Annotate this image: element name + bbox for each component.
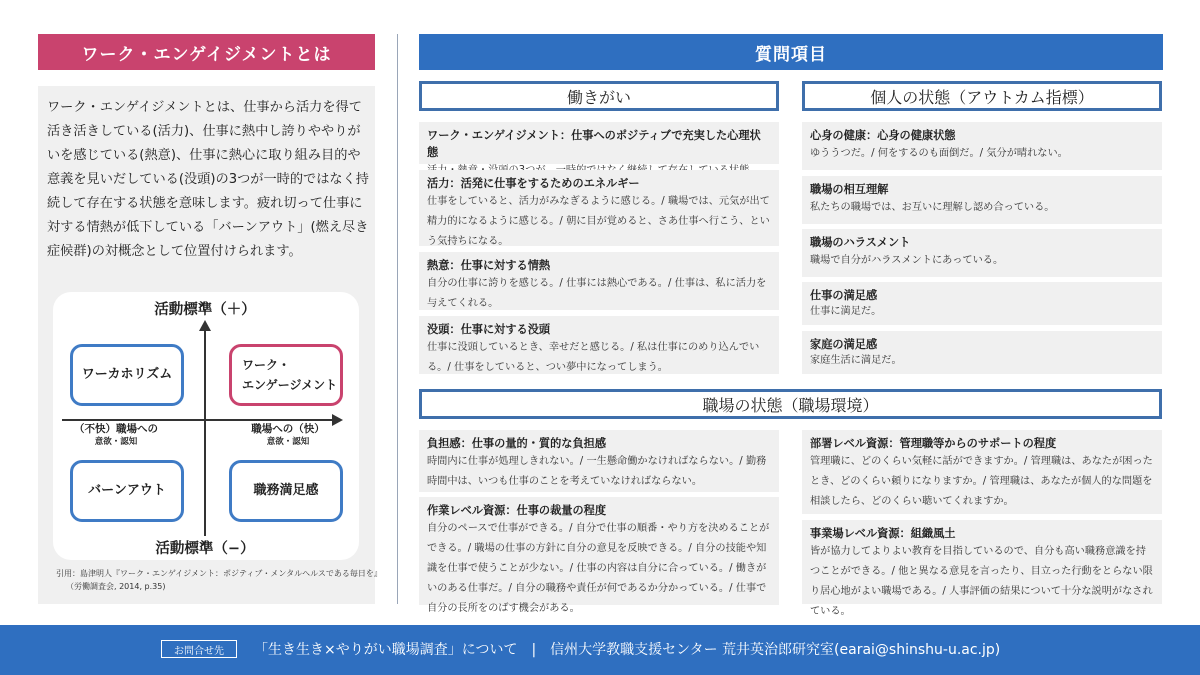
section-individual-state: 個人の状態（アウトカム指標） — [802, 81, 1162, 111]
item-title: 作業レベル資源：仕事の裁量の程度 — [427, 504, 607, 517]
env-item — [419, 430, 779, 492]
axis-right-main: 職場への（快） — [251, 423, 325, 435]
item-title: 活力：活発に仕事をするためのエネルギー — [427, 177, 640, 190]
axis-bottom-label: 活動標準（−） — [155, 541, 255, 557]
axis-left-label — [60, 423, 172, 449]
item-title: 職場の相互理解 — [810, 183, 889, 196]
personal-item — [802, 331, 1162, 374]
citation-line2: （労働調査会, 2014, p.35) — [66, 582, 166, 591]
item-body: 職場で自分がハラスメントにあっている。 — [810, 255, 1004, 266]
item-title: ワーク・エンゲイジメント：仕事へのポジティブで充実した心理状態 — [427, 129, 761, 159]
left-panel-title: ワーク・エンゲイジメントとは — [38, 34, 375, 70]
item-title: 事業場レベル資源：組織風土 — [810, 527, 956, 540]
item-body: 仕事に満足だ。 — [810, 306, 882, 317]
quadrant-workaholism: ワーカホリズム — [70, 344, 184, 406]
personal-item — [802, 229, 1162, 277]
quadrant-work-engagement-line2: エンゲージメント — [242, 378, 338, 392]
citation-line1: 引用：島津明人『ワーク・エンゲイジメント：ポジティブ・メンタルヘルスである毎日を』 — [56, 569, 382, 578]
column-divider — [397, 34, 398, 604]
work-item — [419, 316, 779, 374]
question-items-header: 質問項目 — [419, 34, 1163, 70]
vertical-axis — [204, 328, 206, 536]
work-item — [419, 252, 779, 310]
axis-top-label: 活動標準（＋） — [154, 302, 256, 318]
item-body: 家庭生活に満足だ。 — [810, 355, 902, 366]
footer-bar — [0, 625, 1200, 675]
item-title: 職場のハラスメント — [810, 236, 911, 249]
section-workplace-state: 職場の状態（職場環境） — [419, 389, 1162, 419]
section-work-engagement: 働きがい — [419, 81, 779, 111]
item-title: 熱意：仕事に対する情熱 — [427, 259, 551, 272]
personal-item — [802, 176, 1162, 224]
item-body: 皆が協力してよりよい教育を目指しているので、自分も高い職務意識を持つことができる。/ 他と異なる意見を言ったり、目立った行動をとらない限り居心地がよい職場である。/ 人事評価の結果について十分な説明がなされている。 — [810, 546, 1153, 617]
item-title: 部署レベル資源：管理職等からのサポートの程度 — [810, 437, 1057, 450]
quadrant-work-engagement-line1: ワーク・ — [242, 358, 291, 372]
item-body: 自分のペースで仕事ができる。/ 自分で仕事の順番・やり方を決めることができる。/ 職場の仕事の方針に自分の意見を反映できる。/ 自分の技能や知識を仕事で使うことが少ない。/ 仕事の内容は自分に合っている。/ 働きがいのある仕事だ。/ 自分の職務や責任が何であるか分かっている。/ 仕事で自分の長所をのばす機会がある。 — [427, 523, 770, 614]
quadrant-work-engagement — [229, 344, 343, 406]
vertical-axis-arrow — [199, 320, 211, 331]
definition-text: ワーク・エンゲイジメントとは、仕事から活力を得て活き活きしている(活力)、仕事に熱中し誇りややりがいを感じている(熱意)、仕事に熱心に取り組み目的や意義を見いだしている(没頭)の3つが一時的ではなく持続して存在する状態を意味します。疲れ切って仕事に対する情熱が低下している「バーンアウト」(燃え尽き症候群)の対概念として位置付けられます。 — [47, 100, 369, 259]
env-item — [419, 497, 779, 614]
item-title: 心身の健康：心身の健康状態 — [810, 129, 956, 142]
env-item — [802, 430, 1162, 514]
item-title: 家庭の満足感 — [810, 338, 878, 351]
footer-contact-text: 「生き生き×やりがい職場調査」について | 信州大学教職支援センター 荒井英治郎研究室(earai@shinshu-u.ac.jp) — [254, 642, 1001, 658]
item-body: 仕事をしていると、活力がみなぎるように感じる。/ 職場では、元気が出て精力的になるように感じる。/ 朝に目が覚めると、さあ仕事へ行こう、という気持ちになる。 — [427, 196, 770, 247]
env-item — [802, 520, 1162, 617]
quadrant-burnout: バーンアウト — [70, 460, 184, 522]
axis-left-sub: 意欲・認知 — [94, 437, 138, 447]
item-title: 負担感：仕事の量的・質的な負担感 — [427, 437, 607, 450]
citation — [56, 567, 386, 593]
work-item — [419, 170, 779, 246]
personal-item — [802, 122, 1162, 170]
item-body: 時間内に仕事が処理しきれない。/ 一生懸命働かなければならない。/ 勤務時間中は、いつも仕事のことを考えていなければならない。 — [427, 456, 767, 487]
horizontal-axis — [62, 419, 332, 421]
item-body: 私たちの職場では、お互いに理解し認め合っている。 — [810, 202, 1055, 213]
personal-item — [802, 282, 1162, 325]
quadrant-job-satisfaction: 職務満足感 — [229, 460, 343, 522]
contact-badge: お問合せ先 — [161, 640, 237, 658]
item-body: 自分の仕事に誇りを感じる。/ 仕事には熱心である。/ 仕事は、私に活力を与えてくれる。 — [427, 278, 767, 309]
item-body: ゆううつだ。/ 何をするのも面倒だ。/ 気分が晴れない。 — [810, 148, 1068, 159]
item-body: 仕事に没頭しているとき、幸せだと感じる。/ 私は仕事にのめり込んでいる。/ 仕事をしていると、つい夢中になってしまう。 — [427, 342, 760, 373]
work-item — [419, 122, 779, 164]
item-title: 没頭：仕事に対する没頭 — [427, 323, 551, 336]
axis-right-label — [232, 423, 344, 449]
axis-left-main: （不快）職場への — [74, 423, 158, 435]
axis-right-sub: 意欲・認知 — [266, 437, 310, 447]
item-body: 管理職に、どのくらい気軽に話ができますか。/ 管理職は、あなたが困ったとき、どのくらい頼りになりますか。/ 管理職は、あなたが個人的な問題を相談したら、どのくらい聴いてくれますか。 — [810, 456, 1153, 507]
item-title: 仕事の満足感 — [810, 289, 878, 302]
